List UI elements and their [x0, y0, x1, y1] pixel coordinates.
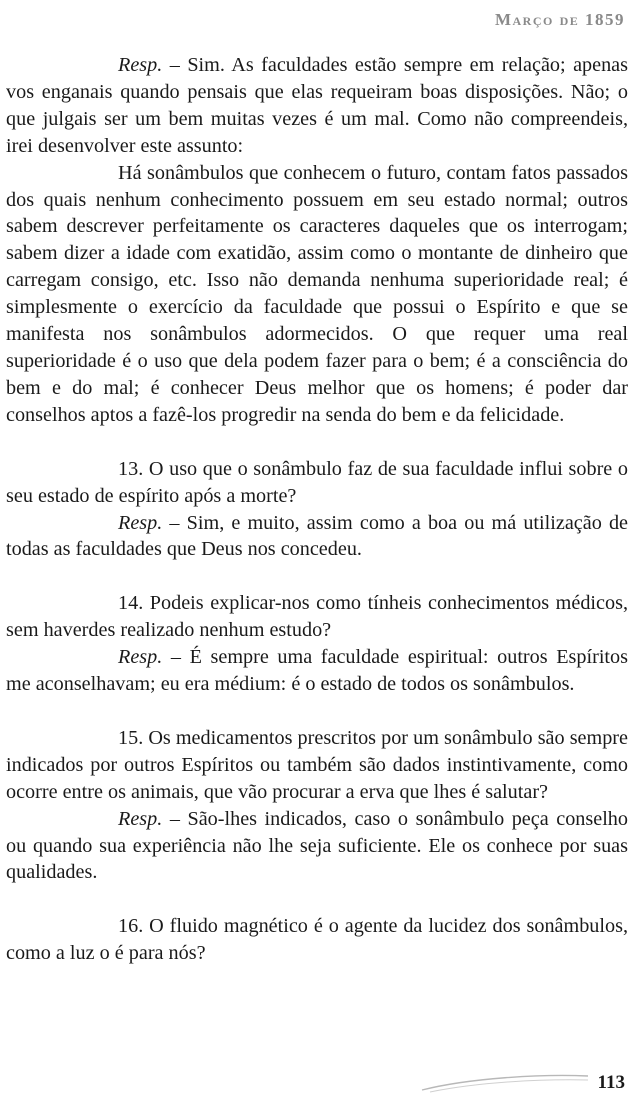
question-13: [6, 456, 628, 510]
paragraph-text: 13. O uso que o sonâmbulo faz de sua faculdade influi sobre o seu estado de espírito após a morte?: [6, 457, 628, 507]
paragraph-text: Há sonâmbulos que conhecem o futuro, contam fatos passados dos quais nenhum conhecimento possuem em seu estado normal; outros sabem descrever perfeitamente os caracteres daqueles que os interrogam; sabem dizer a idade com exatidão, assim como o montante de dinheiro que carregam consigo, etc. Isso não demanda nenhuma superioridade real; é simplesmente o exercício da faculdade que possui o Espírito e que se manifesta nos sonâmbulos adormecidos. O que requer uma real superioridade é o uso que dela podem fazer para o bem; é a consciência do bem e do mal; é conhecer Deus melhor que os homens; é poder dar conselhos aptos a fazê-los progredir na senda do bem e da felicidade.: [6, 161, 628, 426]
question-16: [6, 913, 628, 967]
paragraph-text: 15. Os medicamentos prescritos por um sonâmbulo são sempre indicados por outros Espíritos ou também são dados instintivamente, como ocorre entre os animais, que vão procurar a erva que lhes é salutar?: [6, 726, 628, 803]
resp-label: Resp.: [118, 646, 163, 669]
resp-label: Resp.: [118, 511, 163, 534]
paragraph-text: 16. O fluido magnético é o agente da lucidez dos sonâmbulos, como a luz o é para nós?: [6, 915, 628, 965]
question-15: [6, 725, 628, 806]
running-header: Março de 1859: [494, 10, 625, 29]
resp-label: Resp.: [118, 807, 163, 830]
page-number: 113: [597, 1072, 625, 1093]
answer-paragraph: [6, 52, 628, 160]
answer-13: [6, 510, 628, 564]
page-body: [6, 52, 628, 967]
answer-15: [6, 806, 628, 887]
paragraph-text: – Sim. As faculdades estão sempre em relação; apenas vos enganais quando pensais que elas requeiram boas disposições. Não; o que julgais ser um bem muitas vezes é um mal. Como não compreendeis, irei desenvolver este assunto:: [6, 54, 628, 157]
question-14: [6, 590, 628, 644]
body-paragraph: [6, 160, 628, 429]
paragraph-text: – É sempre uma faculdade espiritual: outros Espíritos me aconselhavam; eu era médium: é o estado de todos os sonâmbulos.: [6, 646, 628, 696]
answer-14: [6, 644, 628, 698]
paragraph-text: – São-lhes indicados, caso o sonâmbulo peça conselho ou quando sua experiência não lhe seja suficiente. Ele os conhece por suas qualidades.: [6, 807, 628, 884]
paragraph-text: – Sim, e muito, assim como a boa ou má utilização de todas as faculdades que Deus nos concedeu.: [6, 511, 628, 561]
decorative-swoosh-icon: [420, 1070, 590, 1094]
resp-label: Resp.: [118, 54, 163, 76]
paragraph-text: 14. Podeis explicar-nos como tínheis conhecimentos médicos, sem haverdes realizado nenhum estudo?: [6, 592, 628, 642]
